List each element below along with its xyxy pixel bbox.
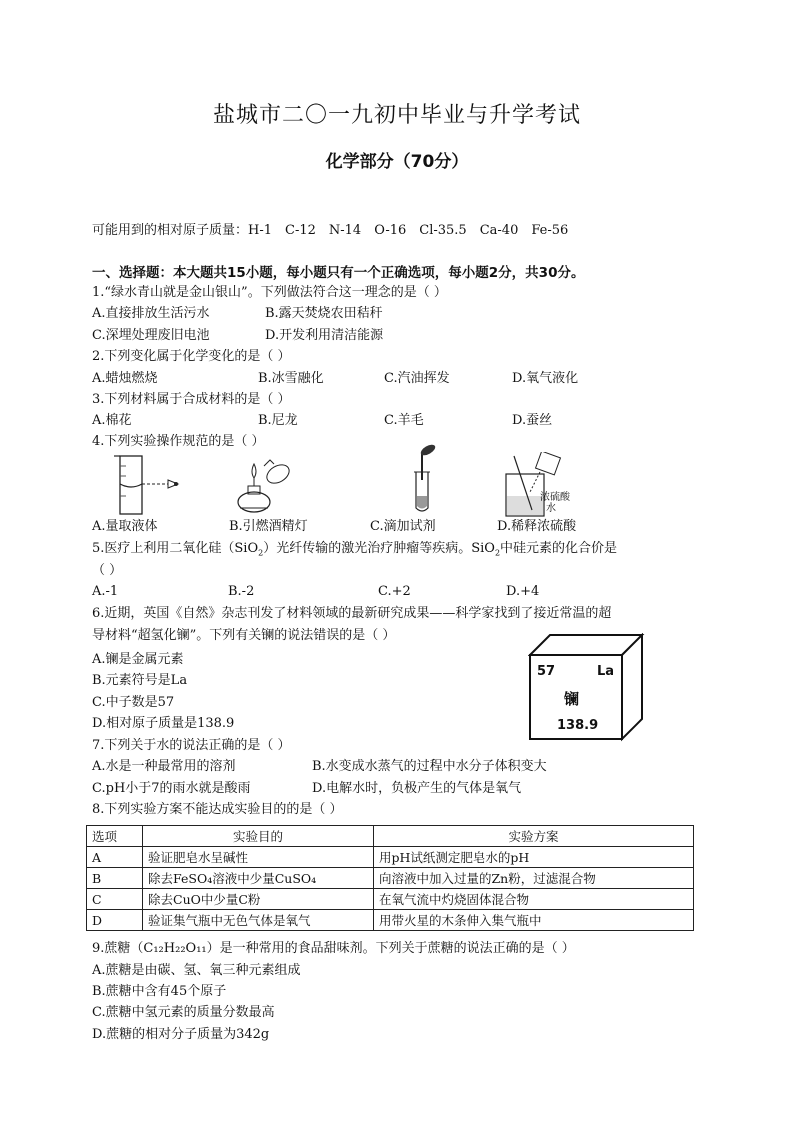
- row-purpose: 验证集气瓶中无色气体是氧气: [143, 910, 374, 931]
- row-option: A: [87, 847, 143, 868]
- dropper-test-tube-figure: [404, 444, 454, 516]
- q6-option-d: D.相对原子质量是138.9: [92, 716, 235, 731]
- q2-option-c: C.汽油挥发: [384, 371, 450, 386]
- acid-label: 浓硫酸: [540, 492, 570, 503]
- table-row: [87, 847, 694, 868]
- q3-option-d: D.蚕丝: [512, 413, 553, 428]
- table-row: [87, 889, 694, 910]
- q5-stem-part2: ）光纤传输的激光治疗肿瘤等疾病。SiO: [263, 541, 495, 556]
- row-purpose: 除去FeSO₄溶液中少量CuSO₄: [143, 868, 374, 889]
- q6-stem-line1: 6.近期，英国《自然》杂志刊发了材料领域的最新研究成果——科学家找到了接近常温的超: [92, 606, 612, 621]
- q2-option-a: A.蜡烛燃烧: [92, 371, 158, 386]
- table-row: [87, 910, 694, 931]
- q5-stem-part3: 中硅元素的化合价是: [500, 541, 618, 556]
- q7-option-d: D.电解水时，负极产生的气体是氧气: [312, 781, 522, 796]
- q8-table: [86, 825, 694, 931]
- q9-option-a: A.蔗糖是由碳、氢、氧三种元素组成: [92, 963, 301, 978]
- row-option: D: [87, 910, 143, 931]
- row-plan: 在氧气流中灼烧固体混合物: [374, 889, 694, 910]
- q5-option-a: A.-1: [92, 584, 119, 599]
- row-purpose: 验证肥皂水呈碱性: [143, 847, 374, 868]
- q1-option-c: C.深埋处理废旧电池: [92, 328, 210, 343]
- q3-stem: 3.下列材料属于合成材料的是（ ）: [92, 392, 291, 407]
- q1-option-b: B.露天焚烧农田秸秆: [265, 306, 383, 321]
- q5-stem-cont: （ ）: [92, 563, 123, 578]
- q4-option-b: B.引燃酒精灯: [229, 519, 308, 534]
- row-option: B: [87, 868, 143, 889]
- row-plan: 用pH试纸测定肥皂水的pH: [374, 847, 694, 868]
- exam-subtitle: 化学部分（70分）: [325, 152, 469, 172]
- element-symbol: La: [597, 664, 615, 679]
- atomic-masses: 可能用到的相对原子质量：H-1 C-12 N-14 O-16 Cl-35.5 Ca-40 Fe-56: [92, 223, 569, 238]
- q1-option-a: A.直接排放生活污水: [92, 306, 210, 321]
- q5-subscript-2: 2: [494, 548, 501, 558]
- q8-stem: 8.下列实验方案不能达成实验目的的是（ ）: [92, 802, 343, 817]
- q1-stem: 1.“绿水青山就是金山银山”。下列做法符合这一理念的是（ ）: [92, 285, 447, 300]
- q1-option-d: D.开发利用清洁能源: [265, 328, 384, 343]
- water-label: 水: [546, 503, 556, 514]
- alcohol-lamp-figure: [232, 452, 302, 518]
- header-option: 选项: [87, 826, 143, 847]
- q5-subscript: 2: [258, 548, 264, 558]
- header-purpose: 实验目的: [143, 826, 374, 847]
- q7-option-b: B.水变成水蒸气的过程中水分子体积变大: [312, 759, 547, 774]
- q6-stem-line2: 导材料“超氢化镧”。下列有关镧的说法错误的是（ ）: [92, 628, 396, 643]
- graduated-cylinder-figure: [108, 452, 188, 516]
- section-heading: 一、选择题：本大题共15小题，每小题只有一个正确选项，每小题2分，共30分。: [92, 265, 585, 281]
- row-plan: 向溶液中加入过量的Zn粉，过滤混合物: [374, 868, 694, 889]
- q4-stem: 4.下列实验操作规范的是（ ）: [92, 434, 265, 449]
- q9-option-c: C.蔗糖中氢元素的质量分数最高: [92, 1005, 275, 1020]
- q2-stem: 2.下列变化属于化学变化的是（ ）: [92, 349, 291, 364]
- q2-option-b: B.冰雪融化: [258, 371, 324, 386]
- q6-option-c: C.中子数是57: [92, 695, 175, 710]
- table-header-row: [87, 826, 694, 847]
- q4-option-d: D.稀释浓硫酸: [497, 519, 577, 534]
- header-plan: 实验方案: [374, 826, 694, 847]
- q3-option-b: B.尼龙: [258, 413, 298, 428]
- q5-stem: [92, 541, 617, 562]
- q9-option-d: D.蔗糖的相对分子质量为342g: [92, 1027, 270, 1042]
- table-row: [87, 868, 694, 889]
- q7-stem: 7.下列关于水的说法正确的是（ ）: [92, 738, 291, 753]
- element-name: 镧: [564, 690, 580, 708]
- q9-option-b: B.蔗糖中含有45个原子: [92, 984, 227, 999]
- element-mass: 138.9: [557, 718, 599, 733]
- q5-option-b: B.-2: [228, 584, 255, 599]
- q3-option-c: C.羊毛: [384, 413, 424, 428]
- row-purpose: 除去CuO中少量C粉: [143, 889, 374, 910]
- q4-option-c: C.滴加试剂: [370, 519, 436, 534]
- q7-option-a: A.水是一种最常用的溶剂: [92, 759, 236, 774]
- q6-option-a: A.镧是金属元素: [92, 652, 184, 667]
- dilute-acid-figure: [500, 452, 575, 518]
- q5-option-c: C.+2: [378, 584, 411, 599]
- q3-option-a: A.棉花: [92, 413, 132, 428]
- row-plan: 用带火星的木条伸入集气瓶中: [374, 910, 694, 931]
- q2-option-d: D.氧气液化: [512, 371, 579, 386]
- q5-option-d: D.+4: [506, 584, 540, 599]
- q6-option-b: B.元素符号是La: [92, 673, 188, 688]
- q4-option-a: A.量取液体: [92, 519, 158, 534]
- q7-option-c: C.pH小于7的雨水就是酸雨: [92, 781, 251, 796]
- q5-stem-part1: 5.医疗上利用二氧化硅（SiO: [92, 541, 259, 556]
- row-option: C: [87, 889, 143, 910]
- exam-title: 盐城市二〇一九初中毕业与升学考试: [212, 103, 581, 128]
- q9-stem: 9.蔗糖（C₁₂H₂₂O₁₁）是一种常用的食品甜味剂。下列关于蔗糖的说法正确的是（ ）: [92, 941, 575, 956]
- element-number: 57: [537, 664, 556, 679]
